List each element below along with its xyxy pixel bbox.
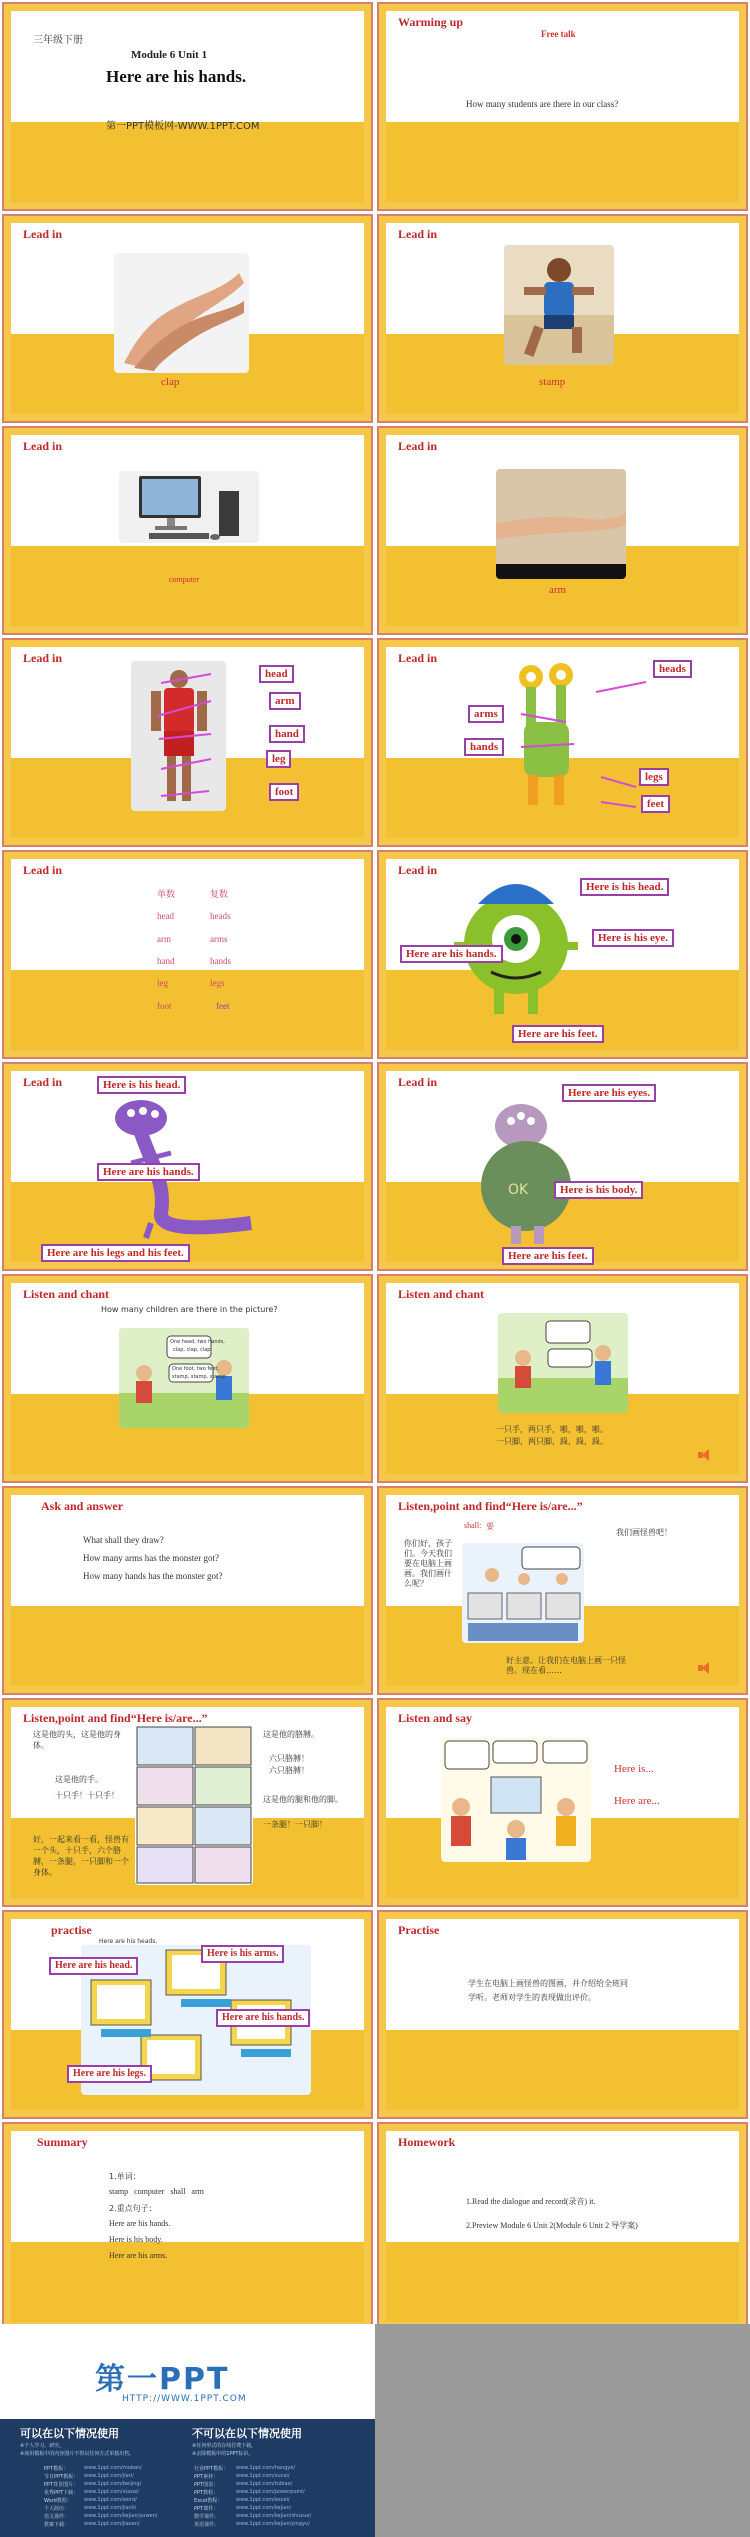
slide-listen-point-find-1[interactable] xyxy=(377,1486,748,1695)
grade-label: 三年级下册 xyxy=(33,35,83,46)
slide-practise-2[interactable] xyxy=(377,1910,748,2119)
part-label-heads: heads xyxy=(653,660,692,678)
singular-word: hand xyxy=(157,956,175,966)
cannot-use-line: ※去除模板中的1PPT标识。 xyxy=(192,2451,254,2457)
caption-text: Here are his heads. xyxy=(99,1938,158,1945)
slide-listen-point-find-2[interactable] xyxy=(2,1698,373,1907)
part-label-arm: arm xyxy=(269,692,301,710)
bubble-text: One head, two hands, xyxy=(170,1339,225,1345)
word-label: stamp xyxy=(539,376,566,388)
story-text: 我们画怪兽吧！ xyxy=(616,1528,672,1537)
vocab-meaning: 要 xyxy=(486,1522,494,1531)
link-url[interactable]: www.1ppt.com/beijing/ xyxy=(84,2481,142,2487)
sentence-label: Here are his head. xyxy=(49,1957,138,1975)
slide-heading: Homework xyxy=(398,2135,456,2149)
summary-line: Here is his body. xyxy=(109,2235,163,2244)
usage-terms xyxy=(0,2419,375,2537)
link-label: PPT素材： xyxy=(194,2474,219,2480)
one-eyed-monster-image xyxy=(446,864,586,1024)
slide-heading: Lead in xyxy=(398,651,438,665)
link-url[interactable]: www.1ppt.com/hangye/ xyxy=(236,2465,296,2471)
link-label: Word教程： xyxy=(44,2498,72,2504)
module-label: Module 6 Unit 1 xyxy=(131,49,208,61)
link-label: PPT图表： xyxy=(194,2482,219,2488)
question-text: How many arms has the monster got? xyxy=(83,1553,219,1563)
question-text: How many hands has the monster got? xyxy=(83,1571,223,1581)
slide-heading: Lead in xyxy=(398,1075,438,1089)
slide-heading: Listen,point and find“Here is/are...” xyxy=(398,1499,583,1513)
slide-listen-and-chant-2[interactable] xyxy=(377,1274,748,1483)
slide-heading: Summary xyxy=(37,2135,88,2149)
can-use-line: ※个人学习、研究。 xyxy=(20,2443,65,2449)
sentence-label: Here are his hands. xyxy=(216,2009,310,2027)
slide-heading: Listen and say xyxy=(398,1711,473,1725)
question-text: How many children are there in the picture? xyxy=(101,1305,278,1314)
link-url[interactable]: www.1ppt.com/word/ xyxy=(84,2497,137,2503)
classroom-scene-image xyxy=(441,1737,591,1862)
instruction-text: 学生在电脑上画怪兽的图画，并介绍给全班同学听。老师对学生的表现做出评价。 xyxy=(468,1979,628,2002)
homework-line: 2.Preview Module 6 Unit 2(Module 6 Unit 2 导学案) xyxy=(466,2221,638,2230)
link-label: PPT背景图片： xyxy=(44,2482,79,2488)
slide-ask-and-answer[interactable] xyxy=(2,1486,373,1695)
cannot-use-line: ※任何形式的在线付费下载。 xyxy=(192,2443,257,2449)
arm-image xyxy=(496,469,626,579)
part-label-feet: feet xyxy=(641,795,670,813)
summary-line: 1.单词： xyxy=(109,2172,141,2181)
empty-gray-panel xyxy=(375,2324,750,2537)
link-url[interactable]: www.1ppt.com/excel/ xyxy=(236,2497,290,2503)
link-url[interactable]: www.1ppt.com/powerpoint/ xyxy=(236,2489,305,2495)
slide-heading: Lead in xyxy=(23,651,63,665)
slide-main-title: Here are his hands. xyxy=(106,67,247,86)
link-label: 行业PPT模板： xyxy=(194,2466,229,2472)
sentence-label: Here is his head. xyxy=(97,1076,186,1094)
slide-lead-in-stamp[interactable] xyxy=(377,214,748,423)
link-url[interactable]: www.1ppt.com/kejian/yingyu/ xyxy=(236,2521,310,2527)
sentence-label: Here are his feet. xyxy=(512,1025,604,1043)
part-label-leg: leg xyxy=(266,750,291,768)
chant-line: 一只手，两只手，啪，啪，啪。 xyxy=(496,1425,608,1434)
sentence-label: Here are his hands. xyxy=(97,1163,200,1181)
slide-heading: Lead in xyxy=(23,227,63,241)
sentence-label: Here is his body. xyxy=(554,1181,643,1199)
chant-line: 一只脚，两只脚，跺，跺，跺。 xyxy=(496,1437,608,1446)
slide-lead-in-lizard[interactable] xyxy=(2,1062,373,1271)
sentence-label: Here are his legs and his feet. xyxy=(41,1244,190,1262)
plural-word: arms xyxy=(210,934,228,944)
link-url[interactable]: www.1ppt.com/jianli/ xyxy=(84,2505,137,2511)
story-text: 六只胳膊！ xyxy=(269,1754,309,1763)
slide-heading: Lead in xyxy=(398,439,438,453)
slide-heading: Listen and chant xyxy=(23,1287,110,1301)
summary-line: stamp computer shall arm xyxy=(109,2187,204,2196)
speaker-icon[interactable] xyxy=(698,1449,712,1461)
link-label: PPT课件： xyxy=(194,2506,219,2512)
summary-line: 2.重点句子： xyxy=(109,2204,157,2213)
chant-cartoon-image xyxy=(498,1313,628,1413)
sentence-label: Here are his feet. xyxy=(502,1247,594,1265)
story-text: 好，一起来看一看，怪兽有一个头，十只手，六个胳膊，一条腿，一只脚和一个身体。 xyxy=(33,1835,129,1877)
sentence-label: Here are his eyes. xyxy=(562,1084,656,1102)
free-talk-label: Free talk xyxy=(541,29,576,39)
link-url[interactable]: www.1ppt.com/jiaoan/ xyxy=(84,2521,140,2527)
link-url[interactable]: www.1ppt.com/jieri/ xyxy=(84,2473,134,2479)
column-header-singular: 单数 xyxy=(157,890,176,900)
vocab-word: shall: xyxy=(464,1521,482,1530)
link-url[interactable]: www.1ppt.com/kejian/yuwen/ xyxy=(84,2513,158,2519)
part-label-hand: hand xyxy=(269,725,305,743)
slide-heading: Listen,point and find“Here is/are...” xyxy=(23,1711,208,1725)
slide-heading: Ask and answer xyxy=(41,1499,124,1513)
slide-homework[interactable] xyxy=(377,2122,748,2331)
bubble-text: clap, clap, clap. xyxy=(173,1347,213,1353)
footer-url[interactable]: HTTP://WWW.1PPT.COM xyxy=(122,2394,247,2404)
singular-word: head xyxy=(157,911,174,921)
slide-title[interactable] xyxy=(2,2,373,211)
sentence-label: Here is his eye. xyxy=(592,929,674,947)
computer-image xyxy=(119,471,259,543)
plural-word: feet xyxy=(216,1001,230,1011)
question-text: What shall they draw? xyxy=(83,1535,164,1545)
slide-listen-and-chant-1[interactable] xyxy=(2,1274,373,1483)
question-text: How many students are there in our class? xyxy=(466,99,619,109)
word-label: computer xyxy=(169,575,200,584)
story-text: 六只胳膊！ xyxy=(269,1766,309,1775)
story-text: 好主意。让我们在电脑上画一只怪兽。现在看…… xyxy=(506,1656,626,1675)
link-url[interactable]: www.1ppt.com/tubiao/ xyxy=(236,2481,293,2487)
story-text: 这是他的腿和他的脚。 xyxy=(263,1795,343,1804)
site-label: 第一PPT模板网-WWW.1PPT.COM xyxy=(106,121,260,132)
classroom-cartoon-image xyxy=(462,1543,584,1643)
slide-heading: Practise xyxy=(398,1923,440,1937)
clapping-hands-image xyxy=(114,253,249,373)
slide-lead-in-body-parts[interactable] xyxy=(2,638,373,847)
slide-warming-up[interactable] xyxy=(377,2,748,211)
footer-panel xyxy=(0,2324,375,2537)
cannot-use-title: 不可以在以下情况使用 xyxy=(192,2427,302,2440)
story-text: 你们好，孩子们。今天我们要在电脑上画画。我们画什么呢？ xyxy=(404,1539,452,1588)
slide-lead-in-fat-monster[interactable] xyxy=(377,1062,748,1271)
slide-lead-in-arm[interactable] xyxy=(377,426,748,635)
link-label: 教案下载： xyxy=(44,2522,70,2528)
part-label-legs: legs xyxy=(639,768,669,786)
link-label: Excel教程： xyxy=(194,2498,223,2504)
slide-heading: Lead in xyxy=(23,439,63,453)
slide-heading: Listen and chant xyxy=(398,1287,485,1301)
slide-heading: Lead in xyxy=(398,863,438,877)
word-label: arm xyxy=(549,584,567,596)
link-url[interactable]: www.1ppt.com/moban/ xyxy=(84,2465,142,2471)
link-label: 节日PPT模板： xyxy=(44,2474,79,2480)
slide-lead-in-mike[interactable] xyxy=(377,850,748,1059)
green-sweater-monster-image xyxy=(466,1086,586,1246)
can-use-line: ※商用模板中的内容图片不得以任何方式单独出售。 xyxy=(20,2451,135,2457)
slide-lead-in-computer[interactable] xyxy=(2,426,373,635)
part-label-head: head xyxy=(259,665,294,683)
slide-listen-and-say[interactable] xyxy=(377,1698,748,1907)
part-label-hands: hands xyxy=(464,738,504,756)
summary-line: Here are his arms. xyxy=(109,2251,168,2260)
sentence-pattern: Here is... xyxy=(614,1763,654,1775)
link-label: PPT模板： xyxy=(44,2466,69,2472)
pointer-arrows xyxy=(456,662,656,812)
summary-line: Here are his hands. xyxy=(109,2219,171,2228)
sentence-label: Here is his head. xyxy=(580,878,669,896)
bubble-text: One foot, two feet, xyxy=(172,1366,219,1372)
plural-word: hands xyxy=(210,956,231,966)
slide-lead-in-singular-plural[interactable] xyxy=(2,850,373,1059)
link-label: 英语课件： xyxy=(194,2522,220,2528)
word-label: clap xyxy=(161,376,180,388)
bubble-text: stamp, stamp, stamp. xyxy=(172,1374,227,1380)
slide-heading: Lead in xyxy=(23,1075,63,1089)
pointer-arrows xyxy=(151,661,261,811)
link-url[interactable]: www.1ppt.com/kejian/ xyxy=(236,2505,292,2511)
sentence-label: Here is his arms. xyxy=(201,1945,284,1963)
plural-word: legs xyxy=(210,978,225,988)
stamping-boy-image xyxy=(504,245,614,365)
singular-word: leg xyxy=(157,978,168,988)
slide-heading: Lead in xyxy=(398,227,438,241)
part-label-arms: arms xyxy=(468,705,504,723)
sentence-label: Here are his hands. xyxy=(400,945,503,963)
sentence-label: Here are his legs. xyxy=(67,2065,152,2083)
link-url[interactable]: www.1ppt.com/kejian/shuxue/ xyxy=(236,2513,312,2519)
story-text: 这是他的头，这是他的身体。 xyxy=(33,1730,121,1750)
sentence-pattern: Here are... xyxy=(614,1795,660,1807)
slide-heading: Warming up xyxy=(398,15,464,29)
plural-word: heads xyxy=(210,911,231,921)
link-label: 优秀PPT下载： xyxy=(44,2490,79,2496)
svg-text:OK: OK xyxy=(508,1182,529,1198)
can-use-title: 可以在以下情况使用 xyxy=(20,2427,119,2440)
link-label: 个人简历： xyxy=(44,2506,70,2512)
slide-summary[interactable] xyxy=(2,2122,373,2331)
slide-heading: practise xyxy=(51,1923,92,1937)
slide-heading: Lead in xyxy=(23,863,63,877)
comic-strip-image xyxy=(135,1725,253,1885)
slide-practise-1[interactable] xyxy=(2,1910,373,2119)
slide-lead-in-monster-parts[interactable] xyxy=(377,638,748,847)
link-label: 语文课件： xyxy=(44,2514,70,2520)
link-url[interactable]: www.1ppt.com/xiazai/ xyxy=(84,2489,140,2495)
link-url[interactable]: www.1ppt.com/sucai/ xyxy=(236,2473,290,2479)
part-label-foot: foot xyxy=(269,783,299,801)
footer-logo: 第一PPT xyxy=(95,2362,230,2397)
column-header-plural: 复数 xyxy=(210,890,229,900)
speaker-icon[interactable] xyxy=(698,1662,712,1674)
singular-word: foot xyxy=(157,1001,172,1011)
singular-word: arm xyxy=(157,934,171,944)
story-text: 十只手！十只手！ xyxy=(55,1791,119,1800)
story-text: 一条腿！一只脚！ xyxy=(263,1820,327,1829)
link-label: PPT教程： xyxy=(194,2490,219,2496)
homework-line: 1.Read the dialogue and record(录音) it. xyxy=(466,2197,596,2206)
link-label: 数学课件： xyxy=(194,2514,220,2520)
story-text: 这是他的胳膊。 xyxy=(263,1730,319,1739)
story-text: 这是他的手。 xyxy=(55,1775,103,1784)
slide-lead-in-clap[interactable] xyxy=(2,214,373,423)
